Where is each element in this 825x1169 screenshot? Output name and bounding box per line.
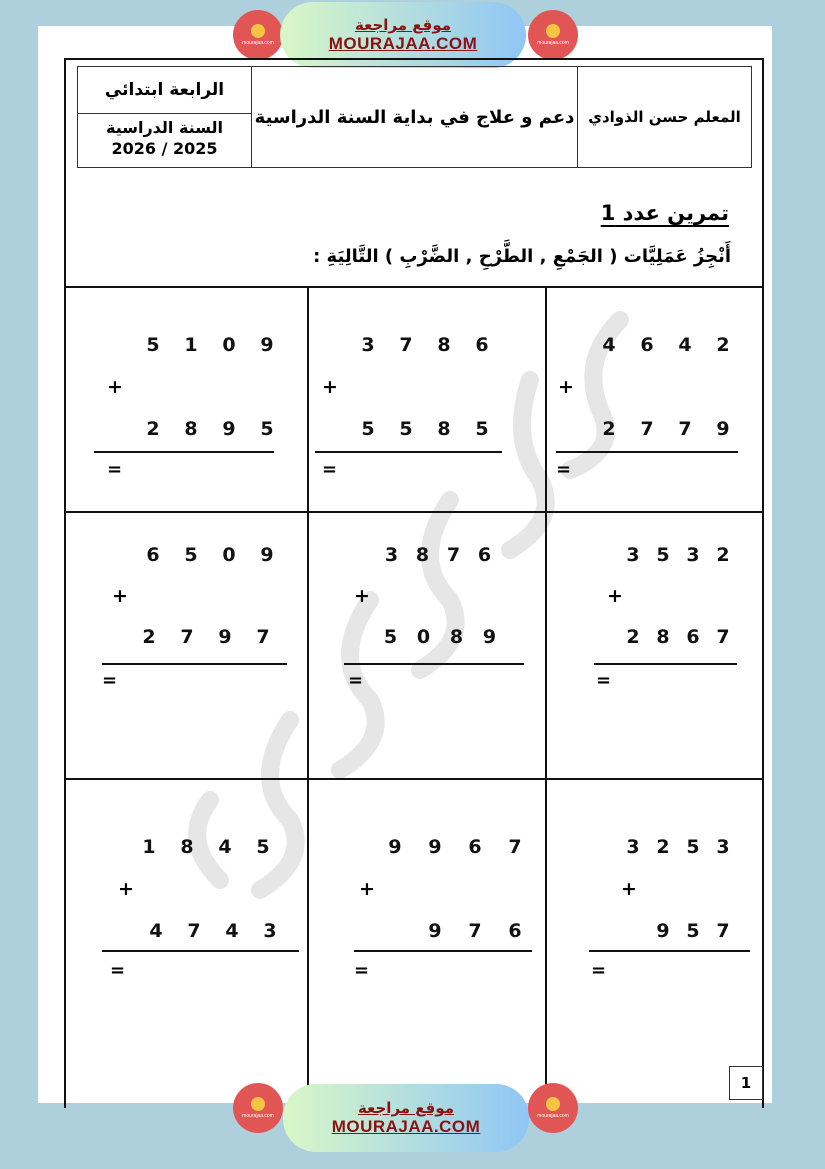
- plus-sign: +: [558, 376, 574, 398]
- sum-line: [344, 663, 524, 665]
- plus-sign: +: [354, 585, 370, 607]
- digit: 5: [686, 836, 700, 858]
- digit: 5: [399, 418, 413, 440]
- bottom-number: [134, 418, 286, 440]
- worksheet-title: دعم و علاج في بداية السنة الدراسية: [252, 67, 578, 167]
- header-table: [77, 66, 752, 168]
- grid-line: [64, 286, 764, 288]
- digit: 3: [686, 544, 700, 566]
- digit: 7: [187, 920, 201, 942]
- top-number: [134, 544, 286, 566]
- bottom-number: [374, 626, 506, 648]
- logo-icon: [546, 24, 560, 38]
- school-year: 2026 / 2025: [111, 139, 218, 158]
- grade-level: الرابعة ابتدائي: [78, 67, 251, 114]
- digit: 5: [146, 334, 160, 356]
- digit: 3: [716, 836, 730, 858]
- digit: 5: [260, 418, 274, 440]
- digit: [375, 920, 415, 942]
- digit: 7: [399, 334, 413, 356]
- digit: 4: [678, 334, 692, 356]
- digit: 7: [180, 626, 194, 648]
- digit: 1: [184, 334, 198, 356]
- digit: 3: [626, 544, 640, 566]
- digit: 5: [256, 836, 270, 858]
- digit: 2: [142, 626, 156, 648]
- digit: 5: [656, 544, 670, 566]
- digit: 9: [716, 418, 730, 440]
- equals-sign: =: [556, 459, 572, 480]
- bottom-number: [137, 920, 289, 942]
- digit: 4: [602, 334, 616, 356]
- digit: 6: [475, 334, 489, 356]
- digit: 1: [142, 836, 156, 858]
- digit: 7: [508, 836, 522, 858]
- equals-sign: =: [102, 670, 118, 691]
- equals-sign: =: [596, 670, 612, 691]
- plus-sign: +: [107, 376, 123, 398]
- right-logo-badge-bottom: [528, 1083, 578, 1133]
- page-number: 1: [729, 1066, 763, 1100]
- digit: 8: [656, 626, 670, 648]
- top-number: [618, 836, 738, 858]
- digit: 2: [626, 626, 640, 648]
- equals-sign: =: [322, 459, 338, 480]
- banner-arabic-text[interactable]: موقع مراجعة: [357, 1099, 455, 1117]
- header-level-cell: [78, 67, 252, 167]
- digit: 8: [184, 418, 198, 440]
- plus-sign: +: [118, 878, 134, 900]
- teacher-name: المعلم حسن الذوادي: [588, 108, 741, 126]
- bottom-number: [375, 920, 535, 942]
- digit: 9: [218, 626, 232, 648]
- digit: 4: [225, 920, 239, 942]
- digit: 7: [678, 418, 692, 440]
- digit: 6: [477, 544, 492, 566]
- digit: 6: [640, 334, 654, 356]
- digit: 9: [388, 836, 402, 858]
- digit: 7: [468, 920, 482, 942]
- digit: 8: [437, 418, 451, 440]
- digit: 6: [146, 544, 160, 566]
- digit: 6: [686, 626, 700, 648]
- plus-sign: +: [322, 376, 338, 398]
- plus-sign: +: [621, 878, 637, 900]
- digit: 0: [222, 544, 236, 566]
- digit: 7: [716, 626, 730, 648]
- banner-url-text[interactable]: MOURAJAA.COM: [331, 1117, 481, 1136]
- digit: 8: [415, 544, 430, 566]
- digit: 8: [437, 334, 451, 356]
- left-logo-badge-bottom: [233, 1083, 283, 1133]
- bottom-number: [590, 418, 742, 440]
- top-number: [590, 334, 742, 356]
- digit: 7: [716, 920, 730, 942]
- equals-sign: =: [591, 960, 607, 981]
- operations-grid: [64, 286, 764, 1108]
- bottom-number: [130, 626, 282, 648]
- sum-line: [354, 950, 532, 952]
- sum-line: [102, 663, 287, 665]
- digit: 2: [602, 418, 616, 440]
- banner-url-text[interactable]: MOURAJAA.COM: [328, 34, 478, 53]
- top-number: [376, 544, 500, 566]
- sum-line: [94, 451, 274, 453]
- digit: 6: [468, 836, 482, 858]
- right-logo-badge-top: [528, 10, 578, 60]
- digit: 9: [428, 836, 442, 858]
- digit: 9: [260, 544, 274, 566]
- digit: 9: [482, 626, 497, 648]
- digit: 7: [640, 418, 654, 440]
- equals-sign: =: [110, 960, 126, 981]
- digit: 7: [256, 626, 270, 648]
- grid-line: [545, 286, 547, 1108]
- equals-sign: =: [348, 670, 364, 691]
- top-number: [375, 836, 535, 858]
- equals-sign: =: [354, 960, 370, 981]
- top-number: [134, 334, 286, 356]
- plus-sign: +: [607, 585, 623, 607]
- digit: 2: [656, 836, 670, 858]
- bottom-number: [618, 920, 738, 942]
- digit: 5: [686, 920, 700, 942]
- top-number: [618, 544, 738, 566]
- digit: 9: [222, 418, 236, 440]
- sum-line: [102, 950, 299, 952]
- top-number: [130, 836, 282, 858]
- digit: 0: [222, 334, 236, 356]
- plus-sign: +: [359, 878, 375, 900]
- digit: 8: [449, 626, 464, 648]
- digit: 7: [446, 544, 461, 566]
- site-banner-bottom[interactable]: [283, 1084, 529, 1152]
- left-logo-badge-top: [233, 10, 283, 60]
- digit: 2: [716, 544, 730, 566]
- badge-text: mourajaa.com: [242, 1113, 274, 1119]
- digit: 5: [184, 544, 198, 566]
- digit: 3: [626, 836, 640, 858]
- digit: 6: [508, 920, 522, 942]
- digit: 3: [361, 334, 375, 356]
- digit: [618, 920, 648, 942]
- exercise-instruction: أَنْجِزُ عَمَلِيَّات ( الجَمْعِ , الطَّرْحِ , الضَّرْبِ ) التَّالِيَةِ :: [313, 246, 731, 267]
- banner-arabic-text[interactable]: موقع مراجعة: [354, 16, 452, 34]
- plus-sign: +: [112, 585, 128, 607]
- grid-line: [64, 778, 764, 780]
- digit: 5: [383, 626, 398, 648]
- sum-line: [594, 663, 737, 665]
- grid-line: [64, 511, 764, 513]
- digit: 3: [263, 920, 277, 942]
- digit: 2: [146, 418, 160, 440]
- logo-icon: [546, 1097, 560, 1111]
- digit: 5: [361, 418, 375, 440]
- sum-line: [315, 451, 502, 453]
- logo-icon: [251, 24, 265, 38]
- digit: 8: [180, 836, 194, 858]
- grid-line: [307, 286, 309, 1108]
- digit: 9: [656, 920, 670, 942]
- digit: 9: [260, 334, 274, 356]
- badge-text: mourajaa.com: [537, 40, 569, 46]
- digit: 0: [416, 626, 431, 648]
- digit: 5: [475, 418, 489, 440]
- bottom-number: [349, 418, 501, 440]
- digit: 2: [716, 334, 730, 356]
- equals-sign: =: [107, 459, 123, 480]
- school-year-label: السنة الدراسية: [106, 118, 223, 137]
- badge-text: mourajaa.com: [537, 1113, 569, 1119]
- logo-icon: [251, 1097, 265, 1111]
- bottom-number: [618, 626, 738, 648]
- top-number: [349, 334, 501, 356]
- digit: 3: [384, 544, 399, 566]
- sum-line: [589, 950, 750, 952]
- exercise-title: تمرين عدد 1: [600, 201, 729, 225]
- digit: 9: [428, 920, 442, 942]
- sum-line: [556, 451, 738, 453]
- badge-text: mourajaa.com: [242, 40, 274, 46]
- digit: 4: [218, 836, 232, 858]
- digit: 4: [149, 920, 163, 942]
